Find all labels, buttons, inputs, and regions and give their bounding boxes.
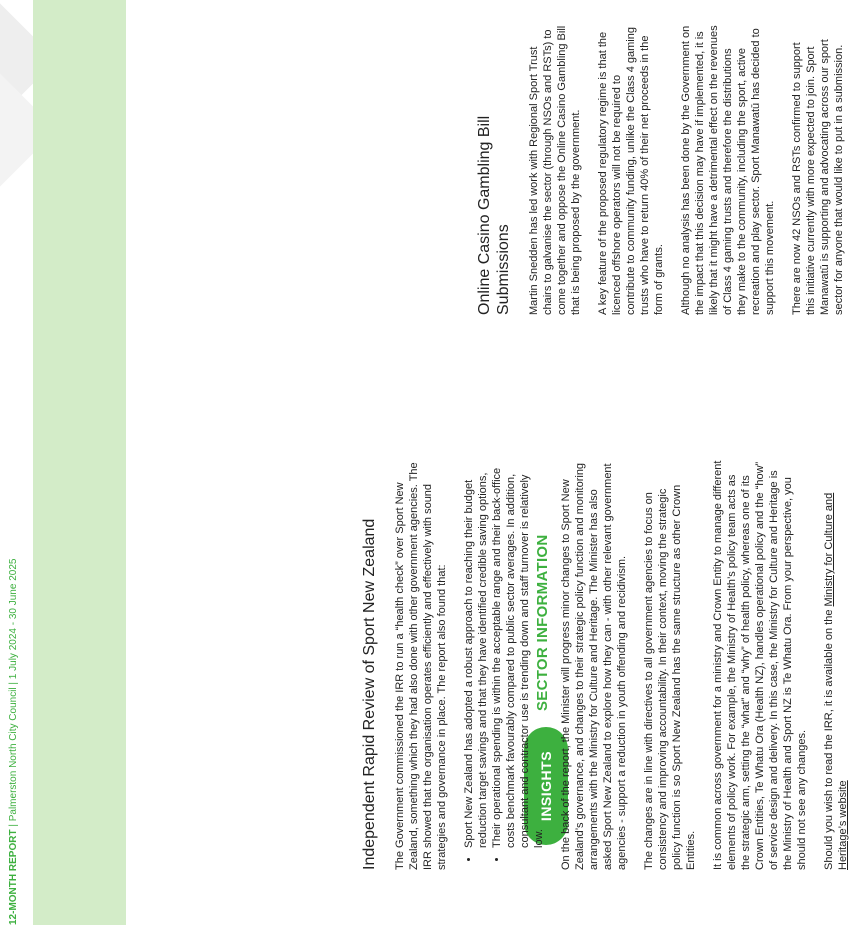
list-item: • Their operational spending is within the acceptable range and their back-office costs benchmark favourably compared to public sector averages. In addition, consultant and contractor use is trending down and staff turnover is relatively low.: [490, 460, 546, 848]
ministry-website-link[interactable]: Ministry for Culture and Heritage’s website: [823, 492, 849, 870]
irr-paragraph: On the back of the report, the Minister will progress minor changes to Sport New Zealand’s governance, and changes to their strategic policy function and monitoring arrangements with the Ministry for Culture and Heritage. The Minister has also asked Sport New Zealand to explore how they can - with other relevant government agencies - support a reduction in youth offending and recidivism.: [560, 462, 628, 870]
irr-read-more: [822, 460, 850, 870]
casino-paragraph: There are now 42 NSOs and RSTs confirmed to support this initiative currently with more expected to join. Sport Manawatū is supporting and advocating across our sport sector for anyone that would like to put in a submission.: [791, 39, 845, 315]
irr-intro: The Government commissioned the IRR to run a “health check” over Sport New Zealand, something which they had also done with other government agencies. The IRR showed that the organisation operates efficiently and effectively with sound strategies and governance in place. The report also found that:: [394, 462, 448, 870]
footer-separator: |: [8, 821, 19, 830]
irr-article: [360, 460, 849, 870]
casino-paragraph: A key feature of the proposed regulatory regime is that the licenced offshore operators will not be required to contribute to community funding, unlike the Class 4 gaming trusts who have to return 40% of their net proceeds in the form of grants.: [597, 27, 665, 315]
list-item: • Sport New Zealand has adopted a robust approach to reaching their budget reduction target savings and that they have identified credible saving options,: [462, 460, 490, 848]
page-footer: [8, 559, 19, 925]
section-title: SECTOR INFORMATION: [534, 534, 551, 711]
casino-paragraph: Although no analysis has been done by the Government on the impact that this decision may have if implemented, it is likely that it might have a detrimental effect on the revenues of Class 4 gaming trusts and therefore the distributions they make to the community, including the sport, active recreation and play sector. Sport Manawatū has decided to support this movement.: [680, 25, 776, 315]
casino-article: [475, 25, 845, 315]
report-name: 12-MONTH REPORT: [8, 829, 19, 925]
casino-title: Online Casino Gambling Bill Submissions: [476, 115, 512, 315]
irr-title: Independent Rapid Review of Sport New Zealand: [361, 518, 378, 870]
casino-paragraph: Martin Snedden has led work with Regional Sport Trust chairs to galvanise the sector (through NSOs and RSTs) to come together and oppose the Online Casino Gambling Bill that is being proposed by the government.: [528, 25, 582, 315]
read-more-text: Should you wish to read the IRR, it is available on the: [823, 606, 835, 870]
irr-paragraph: It is common across government for a ministry and Crown Entity to manage different elements of policy work. For example, the Ministry of Health’s policy team acts as the strategic arm, setting the “what” and “why” of health policy, whereas one of its Crown Entities, Te Whatu Ora (Health NZ), handles operational policy and the “how” of service design and delivery. In this case, the Ministry for Culture and Heritage is the Ministry of Health and Sport NZ is Te Whatu Ora. From your perspective, you should not see any changes.: [712, 460, 808, 870]
insights-badge: INSIGHTS: [524, 727, 568, 845]
irr-paragraph: The changes are in line with directives to all government agencies to focus on consistency and improving accountability. In their context, moving the strategic policy function is so Sport New Zealand has the same structure as other Crown Entities.: [643, 484, 697, 870]
council-period: Palmerston North City Council | 1 July 2024 - 30 June 2025: [8, 558, 19, 822]
irr-findings-list: [462, 460, 546, 870]
